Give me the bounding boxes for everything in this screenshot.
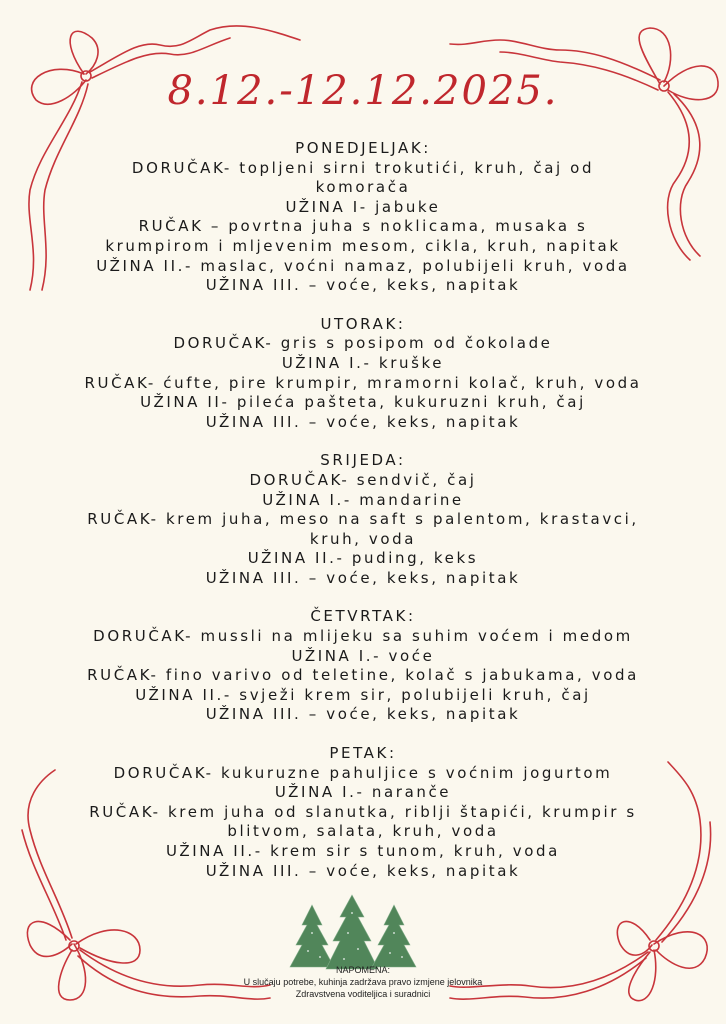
meal-line: DORUČAK- gris s posipom od čokolade [173,334,553,353]
footer-note [0,964,726,1000]
note-text: U slučaju potrebe, kuhinja zadržava pravo izmjene jelovnika [243,977,483,987]
day-name: PETAK: [329,744,397,763]
meal-line: RUČAK- krem juha od slanutka, riblji štapići, krumpir s [89,802,637,821]
christmas-trees-illustration [282,893,422,973]
meal-line: UŽINA II.- svježi krem sir, polubijeli kruh, čaj [135,685,591,704]
meal-line: UŽINA III. – voće, keks, napitak [205,861,521,880]
meal-line: kruh, voda [309,529,417,548]
note-label: NAPOMENA: [335,965,390,975]
day-friday [40,744,686,881]
meal-line: blitvom, salata, kruh, voda [227,822,499,841]
meal-line: RUČAK – povrtna juha s noklicama, musaka s [138,217,588,236]
menu-title-date-range: 8.12.-12.12.2025. [167,68,559,114]
meal-line: DORUČAK- topljeni sirni trokutići, kruh, čaj od [131,158,595,177]
meal-line: UŽINA II.- maslac, voćni namaz, polubijeli kruh, voda [96,256,630,275]
tree-center-icon [326,895,378,969]
meal-line: UŽINA II- pileća pašteta, kukuruzni kruh, čaj [140,393,586,412]
meal-line: UŽINA I- jabuke [285,197,441,216]
meal-line: DORUČAK- mussli na mlijeku sa suhim voćem i medom [93,627,633,646]
meal-line: UŽINA III. – voće, keks, napitak [205,276,521,295]
day-monday [40,139,686,296]
meal-line: UŽINA I.- voće [291,646,435,665]
meal-line: komorača [315,178,411,197]
meal-line: UŽINA II.- krem sir s tunom, kruh, voda [166,842,560,860]
meal-line: DORUČAK- kukuruzne pahuljice s voćnim jogurtom [113,763,613,782]
day-name: UTORAK: [320,314,406,333]
weekly-menu [40,139,686,900]
meal-line: RUČAK- krem juha, meso na saft s palentom, krastavci, [87,510,639,529]
tree-left-icon [290,905,334,967]
day-thursday [40,607,686,725]
meal-line: RUČAK- ćufte, pire krumpir, mramorni kolač, kruh, voda [84,373,642,392]
meal-line: krumpirom i mljevenim mesom, cikla, kruh, napitak [105,236,621,255]
meal-line: RUČAK- fino varivo od teletine, kolač s jabukama, voda [87,666,639,685]
meal-line: UŽINA III. – voće, keks, napitak [205,412,521,431]
meal-line: UŽINA II.- puding, keks [247,549,479,568]
meal-line: UŽINA I.- mandarine [262,490,464,509]
meal-line: UŽINA I.- naranče [274,783,452,802]
meal-line: UŽINA III. – voće, keks, napitak [205,705,521,724]
tree-right-icon [372,905,416,967]
meal-line: UŽINA III. – voće, keks, napitak [205,568,521,587]
day-tuesday [40,315,686,433]
day-wednesday [40,451,686,588]
day-name: PONEDJELJAK: [295,139,431,157]
day-name: SRIJEDA: [320,451,406,470]
meal-line: UŽINA I.- kruške [281,353,445,372]
meal-line: DORUČAK- sendvič, čaj [249,470,477,489]
day-name: ČETVRTAK: [310,607,416,626]
note-author: Zdravstvena voditeljica i suradnici [295,989,431,999]
